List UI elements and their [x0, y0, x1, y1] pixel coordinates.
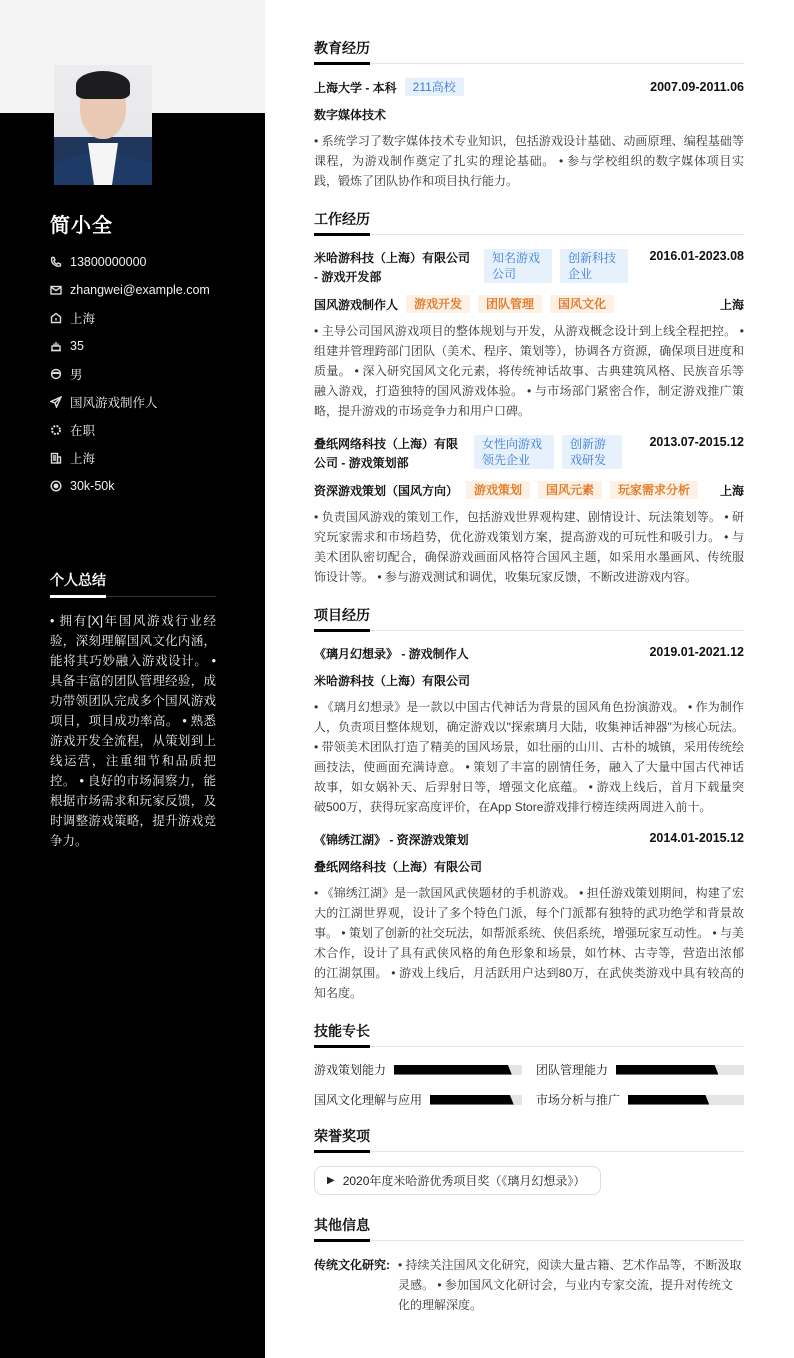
work-location: 上海 [719, 297, 744, 312]
skill-bar [430, 1095, 522, 1105]
projects-section [314, 605, 744, 1003]
work-item [314, 249, 744, 421]
skills-section [314, 1021, 744, 1108]
project-company: 叠纸网络科技（上海）有限公司 [314, 860, 483, 874]
other-text: • 持续关注国风文化研究，阅读大量古籍、艺术作品等，不断汲取灵感。 • 参加国风文化研讨会，与业内专家交流，提升对传统文化的理解深度。 [398, 1258, 742, 1312]
section-title: 荣誉奖项 [314, 1126, 744, 1152]
section-title: 教育经历 [314, 38, 744, 64]
education-section [314, 38, 744, 191]
section-title: 项目经历 [314, 605, 744, 631]
other-section [314, 1215, 744, 1315]
other-label: 传统文化研究: [314, 1258, 390, 1272]
company-tag: 知名游戏公司 [484, 249, 552, 283]
project-desc: • 《璃月幻想录》是一款以中国古代神话为背景的国风角色扮演游戏。 • 作为制作人，负责项目整体规划，确定游戏以"探索璃月大陆，收集神话神器"为核心玩法。 • 带领美术团队打造了精美的国风场景，如壮丽的山川、古朴的城镇，采用传统绘画技法，使画面充满诗意。 • 策划了丰富的剧情任务，融入了大量中国古代神话故事，如女娲补天、后羿射日等，增强文化底蕴。 • 游戏上线后，首月下载量突破500万，获得玩家高度评价，在App Store游戏排行榜连续两周进入前十。 [314, 700, 744, 814]
company-tag: 女性向游戏领先企业 [474, 435, 554, 469]
section-title: 技能专长 [314, 1021, 744, 1047]
skill-tag: 游戏策划 [466, 481, 530, 499]
skill-bar [628, 1095, 744, 1105]
section-title: 工作经历 [314, 209, 744, 235]
building-icon [50, 452, 62, 464]
info-phone: 13800000000 [50, 248, 210, 276]
info-gender: 男 [50, 360, 210, 388]
skill-item: 游戏策划能力 [314, 1061, 522, 1078]
info-work-city: 上海 [50, 444, 210, 472]
triangle-right-icon: ▶ [327, 1175, 335, 1186]
summary-title: 个人总结 [50, 570, 216, 597]
phone-icon [50, 256, 62, 268]
project-company: 米哈游科技（上海）有限公司 [314, 674, 471, 688]
award-item[interactable]: ▶ 2020年度米哈游优秀项目奖（《璃月幻想录》） [314, 1166, 601, 1195]
company-tag: 创新科技企业 [560, 249, 628, 283]
cake-icon [50, 340, 62, 352]
contact-info-list [50, 248, 210, 500]
skill-tag: 玩家需求分析 [610, 481, 698, 499]
mail-icon [50, 284, 62, 296]
info-age: 35 [50, 332, 210, 360]
project-name: 《璃月幻想录》 - 游戏制作人 [314, 647, 469, 661]
skill-item: 团队管理能力 [536, 1061, 744, 1078]
skill-tag: 游戏开发 [406, 295, 470, 313]
job-role: 国风游戏制作人 [314, 297, 399, 312]
summary-text: • 拥有[X]年国风游戏行业经验，深刻理解国风文化内涵，能将其巧妙融入游戏设计。 • 具备丰富的团队管理经验，成功带领团队完成多个国风游戏项目，项目成功率高。 • 熟悉游戏开发全流程，从策划到上线运营，注重细节和品质把控。 • 良好的市场洞察力，能根据市场需求和玩家反馈，及时调整游戏策略，提升游戏竞争力。 [50, 614, 216, 848]
salary-icon [50, 480, 62, 492]
info-status: 在职 [50, 416, 210, 444]
company-name: 叠纸网络科技（上海）有限公司 - 游戏策划部 [314, 437, 459, 470]
project-item [314, 831, 744, 1003]
skill-item: 国风文化理解与应用 [314, 1091, 522, 1108]
main-content [314, 38, 744, 1315]
company-tag: 创新游戏研发 [562, 435, 622, 469]
education-date: 2007.09-2011.06 [650, 80, 744, 94]
work-date: 2013.07-2015.12 [649, 435, 744, 449]
sidebar [0, 0, 265, 1358]
school-tag: 211高校 [405, 78, 464, 96]
major: 数字媒体技术 [314, 108, 387, 122]
section-title: 其他信息 [314, 1215, 744, 1241]
work-desc: • 主导公司国风游戏项目的整体规划与开发，从游戏概念设计到上线全程把控。 • 组建并管理跨部门团队（美术、程序、策划等），协调各方资源，确保项目进度和质量。 • 深入研究国风文化元素，将传统神话故事、古典建筑风格、民族音乐等融入游戏，打造独特的国风游戏体验。 • 与市场部门紧密合作，制定游戏推广策略，提升游戏的市场竞争力和用户口碑。 [314, 324, 744, 418]
summary-section [50, 570, 216, 851]
work-item [314, 435, 744, 587]
school-name: 上海大学 - 本科 [314, 80, 397, 95]
project-name: 《锦绣江湖》 - 资深游戏策划 [314, 833, 469, 847]
job-role: 资深游戏策划（国风方向） [314, 483, 459, 498]
send-icon [50, 396, 62, 408]
skill-tag: 团队管理 [478, 295, 542, 313]
gender-icon [50, 368, 62, 380]
company-name: 米哈游科技（上海）有限公司 - 游戏开发部 [314, 251, 471, 284]
skill-tag: 国风文化 [550, 295, 614, 313]
skill-bar [616, 1065, 744, 1075]
work-location: 上海 [719, 483, 744, 498]
work-desc: • 负责国风游戏的策划工作，包括游戏世界观构建、剧情设计、玩法策划等。 • 研究玩家需求和市场趋势，优化游戏策划方案，提高游戏的可玩性和吸引力。 • 与美术团队密切配合，确保游戏画面风格符合国风主题，如采用水墨画风、传统服饰设计等。 • 参与游戏测试和调优，收集玩家反馈，不断改进游戏内容。 [314, 510, 744, 584]
work-date: 2016.01-2023.08 [649, 249, 744, 263]
awards-section [314, 1126, 744, 1215]
info-salary: 30k-50k [50, 472, 210, 500]
skill-bar [394, 1065, 522, 1075]
home-icon [50, 312, 62, 324]
info-position: 国风游戏制作人 [50, 388, 210, 416]
education-desc: • 系统学习了数字媒体技术专业知识，包括游戏设计基础、动画原理、编程基础等课程，为游戏制作奠定了扎实的理论基础。 • 参与学校组织的数字媒体项目实践，锻炼了团队协作和项目执行能力。 [314, 134, 744, 188]
status-icon [50, 424, 62, 436]
work-section [314, 209, 744, 587]
skill-tag: 国风元素 [538, 481, 602, 499]
info-email: zhangwei@example.com [50, 276, 210, 304]
info-location: 上海 [50, 304, 210, 332]
other-item [314, 1255, 744, 1315]
avatar [54, 65, 152, 185]
project-date: 2014.01-2015.12 [649, 831, 744, 845]
skill-item: 市场分析与推广 [536, 1091, 744, 1108]
project-date: 2019.01-2021.12 [649, 645, 744, 659]
project-item [314, 645, 744, 817]
candidate-name: 简小全 [50, 215, 113, 237]
project-desc: • 《锦绣江湖》是一款国风武侠题材的手机游戏。 • 担任游戏策划期间，构建了宏大的江湖世界观，设计了多个特色门派，每个门派都有独特的武功绝学和背景故事。 • 策划了创新的社交玩法，如帮派系统、侠侣系统，增强玩家互动性。 • 与美术合作，设计了具有武侠风格的角色形象和场景，如竹林、古寺等，营造出浓郁的江湖氛围。 • 游戏上线后，月活跃用户达到80万，在武侠类游戏中具有较高的知名度。 [314, 886, 744, 1000]
